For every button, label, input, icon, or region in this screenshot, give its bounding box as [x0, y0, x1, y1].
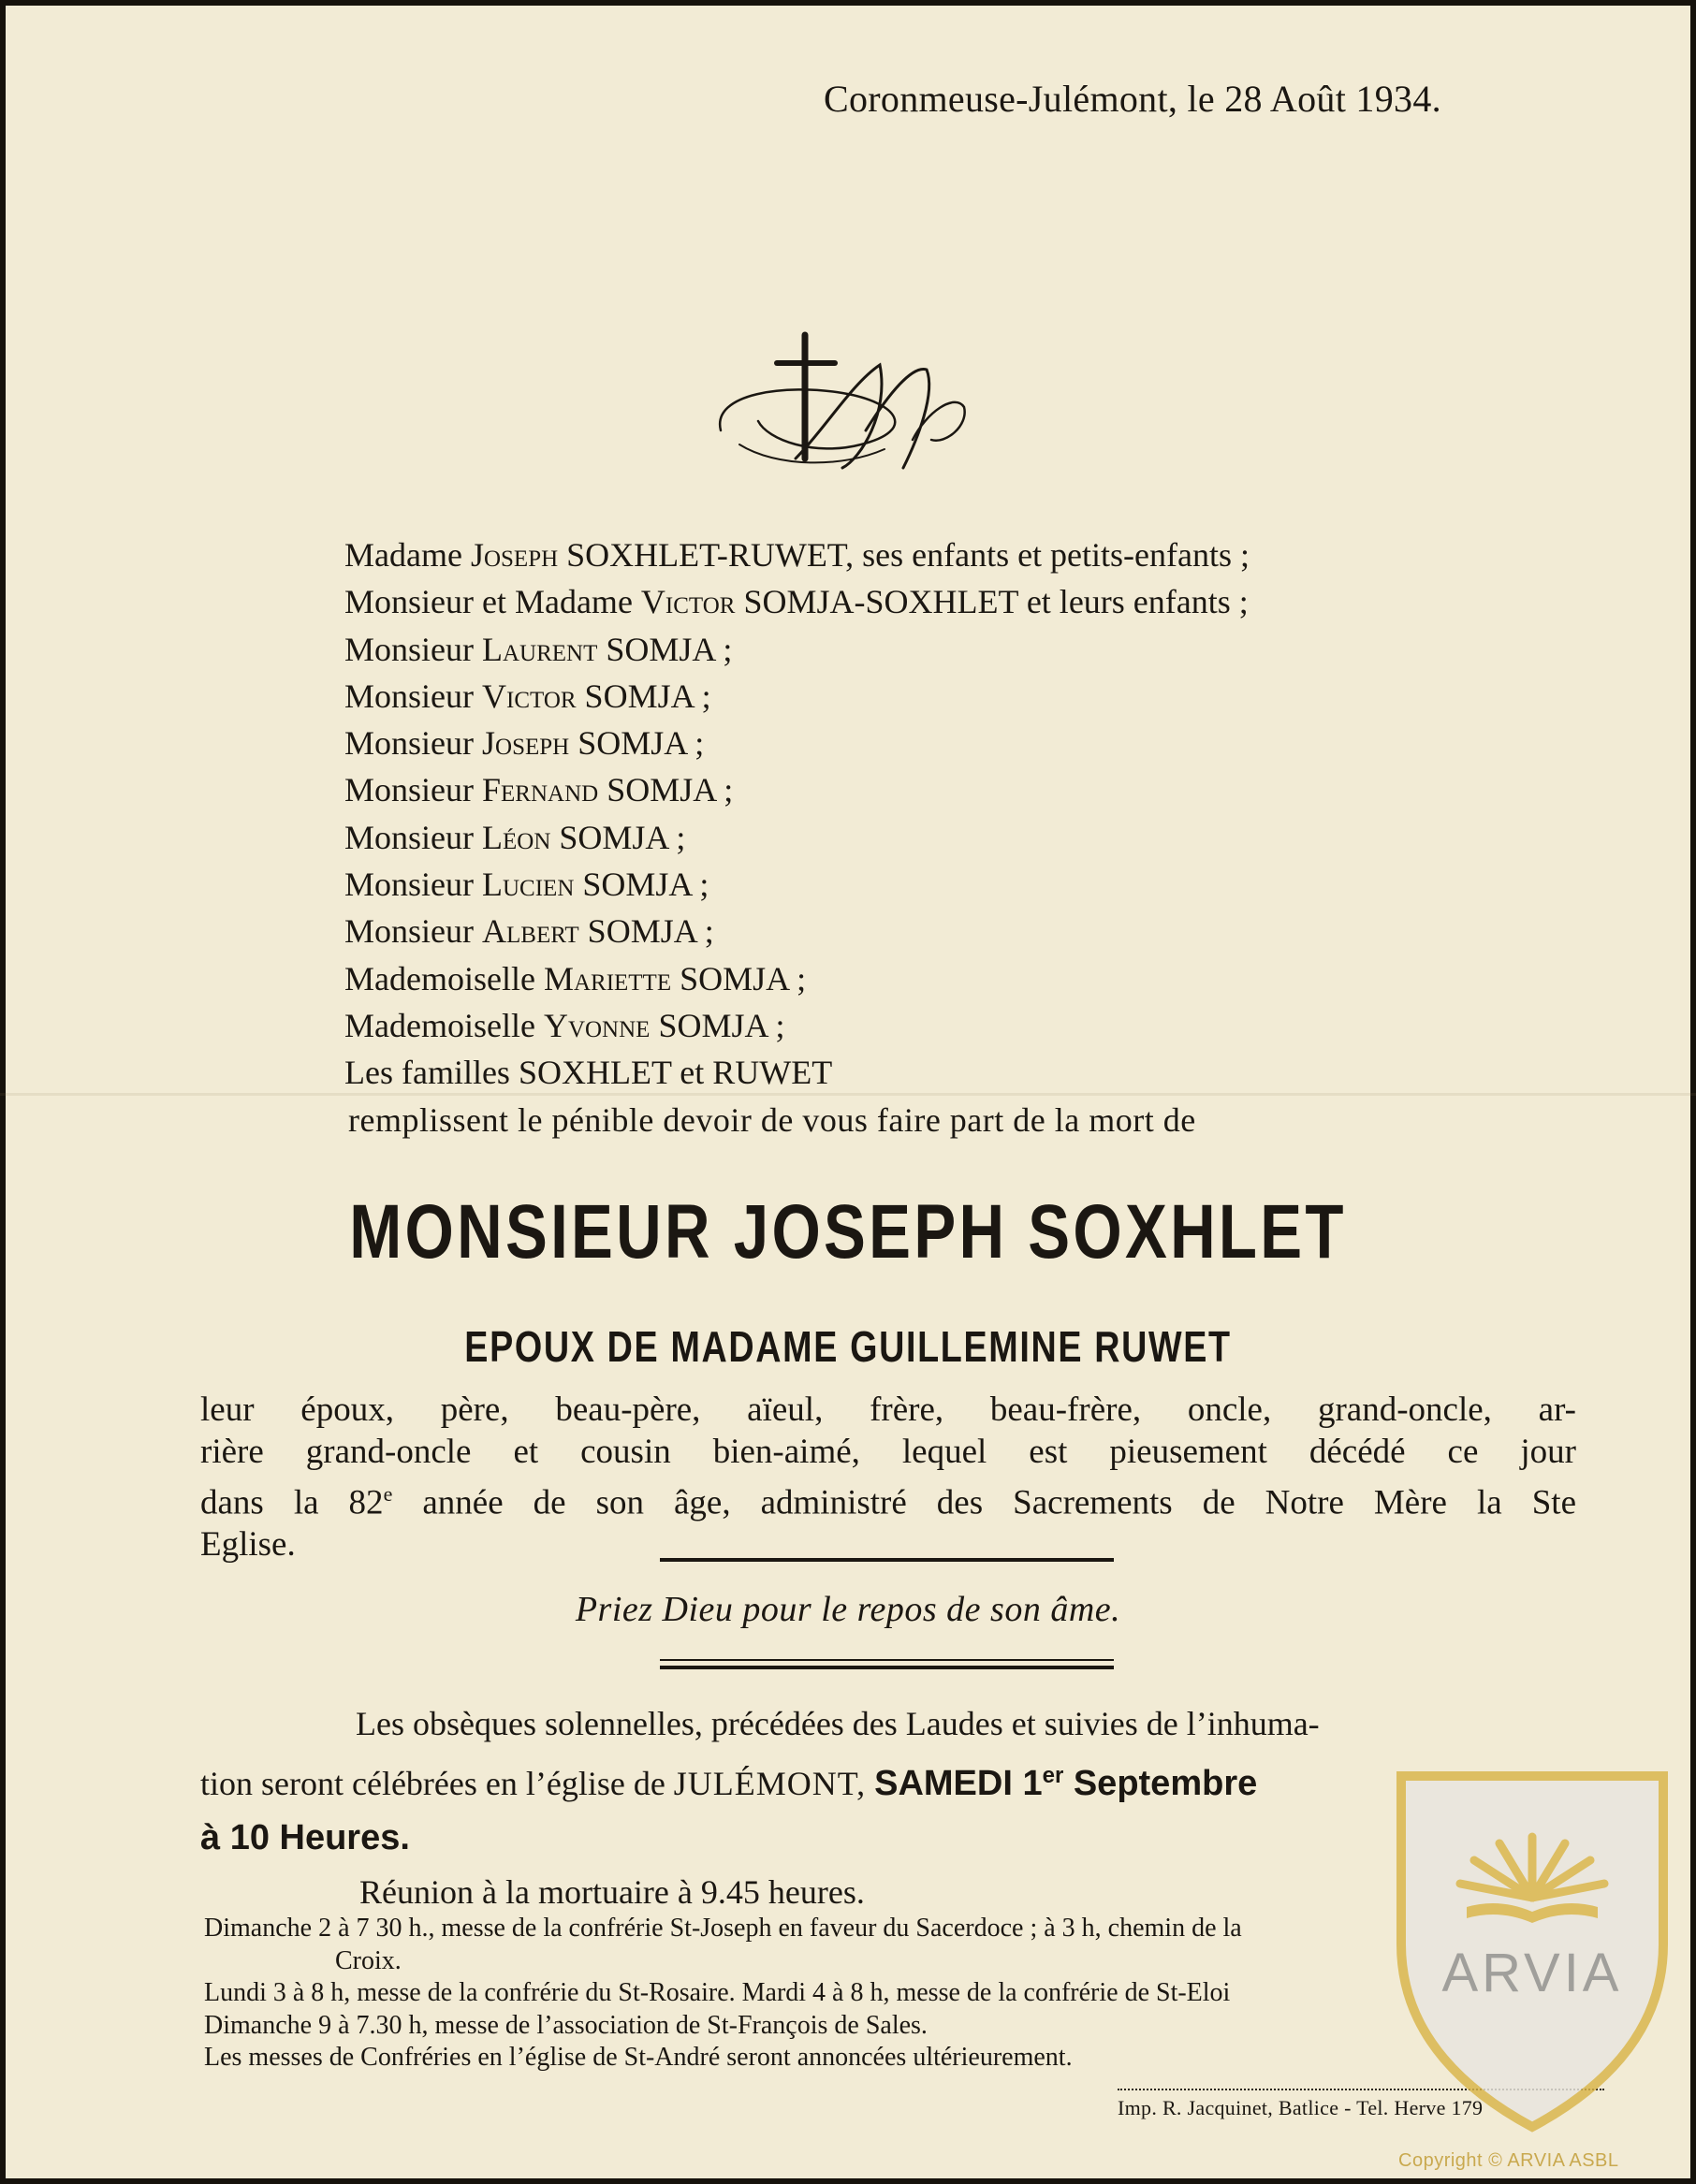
family-line: Monsieur Fernand SOMJA ;: [344, 771, 734, 809]
family-line: Monsieur Victor SOMJA ;: [344, 677, 711, 715]
family-line: Mademoiselle Yvonne SOMJA ;: [344, 1006, 785, 1044]
dateline: Coronmeuse-Julémont, le 28 Août 1934.: [824, 78, 1441, 120]
family-line: Monsieur Lucien SOMJA ;: [344, 866, 709, 904]
deceased-name: MONSIEUR JOSEPH SOXHLET: [349, 1189, 1347, 1274]
logo-text: ARVIA: [1441, 1943, 1623, 2003]
intro-sentence: remplissent le pénible devoir de vous faire part de la mort de: [348, 1101, 1196, 1139]
family-line: Madame Joseph SOXHLET-RUWET, ses enfants et petits-enfants ;: [344, 536, 1250, 574]
body-line: leur époux, père, beau-père, aïeul, frère, beau-frère, oncle, grand-oncle, ar-: [200, 1390, 1576, 1429]
mass-line: Les messes de Confréries en l’église de St-André seront annoncées ultérieurement.: [204, 2043, 1073, 2072]
divider: [660, 1666, 1114, 1669]
mass-line: Dimanche 9 à 7.30 h, messe de l’association de St-François de Sales.: [204, 2010, 928, 2040]
family-line: Monsieur Léon SOMJA ;: [344, 818, 686, 856]
spouse-line: EPOUX DE MADAME GUILLEMINE RUWET: [464, 1322, 1232, 1371]
family-line: Mademoiselle Mariette SOMJA ;: [344, 959, 807, 997]
mass-line: Lundi 3 à 8 h, messe de la confrérie du St-Rosaire. Mardi 4 à 8 h, messe de la confrérie de St-Eloi: [204, 1978, 1231, 2007]
copyright-notice: Copyright © ARVIA ASBL: [1398, 2150, 1619, 2171]
body-line: rière grand-oncle et cousin bien-aimé, lequel est pieusement décédé ce jour: [200, 1433, 1576, 1471]
arvia-watermark-logo: [1378, 1757, 1687, 2141]
family-line: Monsieur et Madame Victor SOMJA-SOXHLET et leurs enfants ;: [344, 583, 1249, 621]
announcement-body: [200, 1389, 1576, 1565]
family-line: Les familles SOXHLET et RUWET: [344, 1054, 833, 1092]
cross-monogram-icon: [702, 328, 973, 487]
funeral-line: Les obsèques solennelles, précédées des Laudes et suivies de l’inhuma-: [356, 1705, 1320, 1742]
funeral-line: Réunion à la mortuaire à 9.45 heures.: [359, 1873, 865, 1911]
mass-line: Croix.: [335, 1945, 402, 1975]
family-line: Monsieur Laurent SOMJA ;: [344, 630, 733, 668]
body-line: dans la 82e année de son âge, administré des Sacrements de Notre Mère la Ste: [200, 1482, 1576, 1522]
mass-line: Dimanche 2 à 7 30 h., messe de la confrérie St-Joseph en faveur du Sacerdoce ; à 3 h, chemin de la: [204, 1914, 1242, 1943]
family-line: Monsieur Joseph SOMJA ;: [344, 724, 705, 763]
family-list: [344, 531, 1580, 1097]
prayer-line: Priez Dieu pour le repos de son âme.: [575, 1590, 1121, 1629]
divider: [660, 1659, 1114, 1661]
funeral-line: tion seront célébrées en l’église de JULÉMONT, SAMEDI 1er Septembre: [200, 1763, 1258, 1803]
family-line: Monsieur Albert SOMJA ;: [344, 912, 714, 951]
divider: [660, 1558, 1114, 1562]
body-line: Eglise.: [200, 1525, 296, 1565]
funeral-line: à 10 Heures.: [200, 1818, 410, 1857]
printer-credit: Imp. R. Jacquinet, Batlice - Tel. Herve 179: [1118, 2096, 1484, 2119]
